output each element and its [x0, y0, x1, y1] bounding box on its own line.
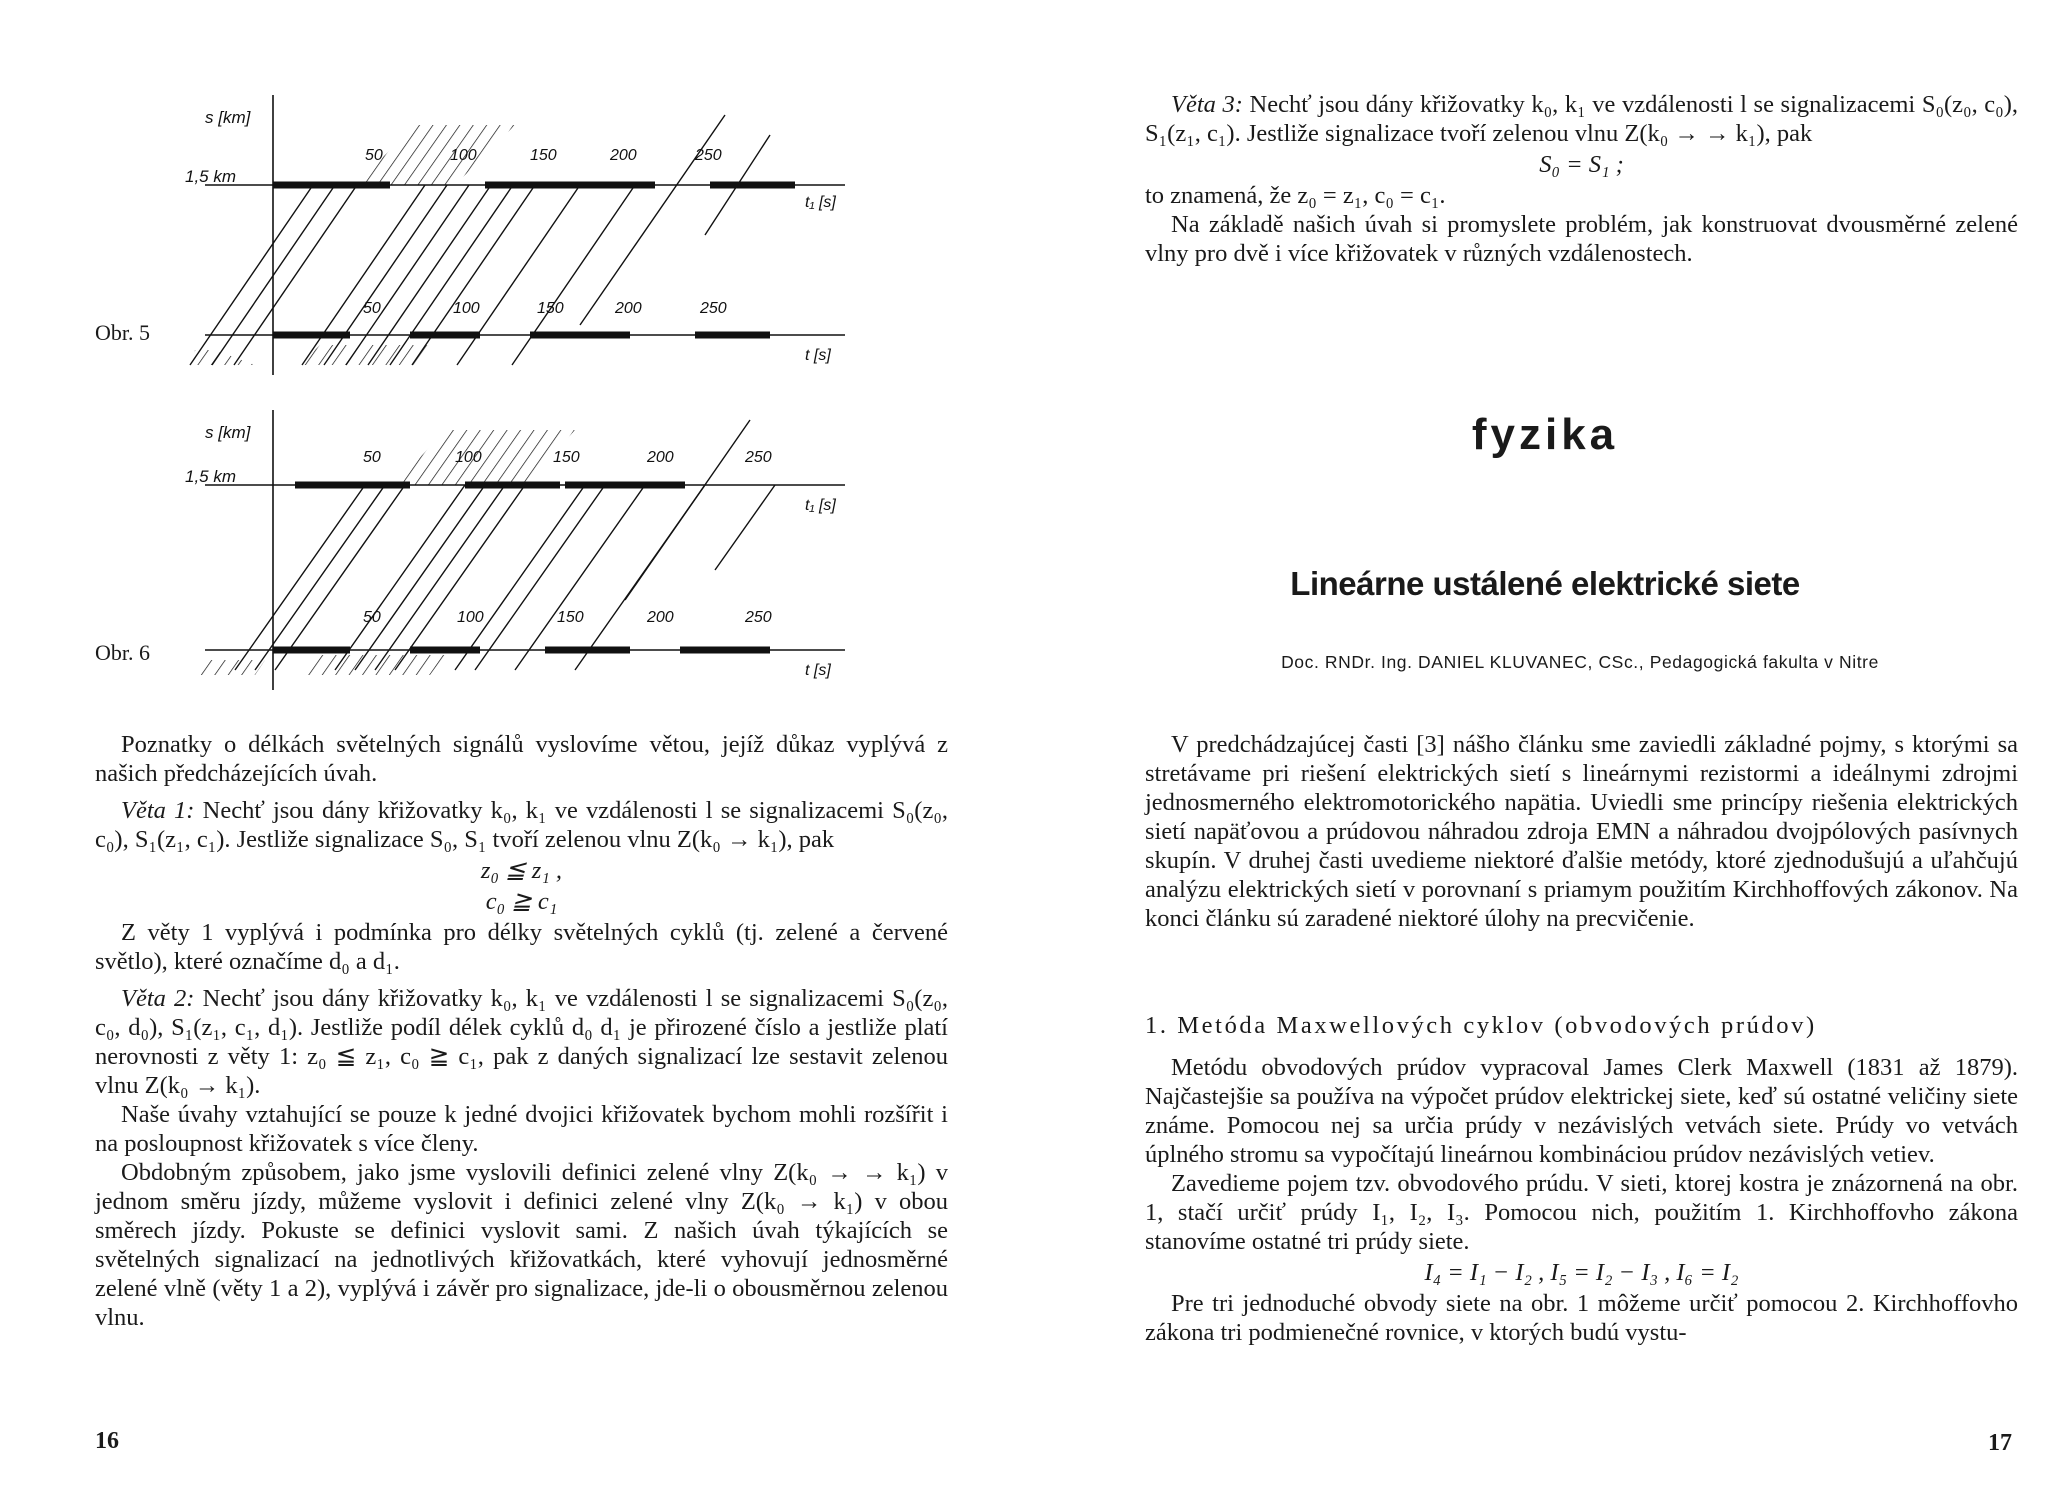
paragraph: Poznatky o délkách světelných signálů vyslovíme větou, jejíž důkaz vyplývá z našich předcházejících úvah. [95, 731, 948, 787]
section-1-text [1145, 1053, 2018, 1347]
tick-bottom-250: 250 [700, 300, 727, 317]
figure5-svg [185, 95, 865, 375]
tick-bottom-50: 50 [363, 609, 381, 626]
tick-top-150: 150 [530, 147, 557, 164]
theorem-text: Nechť jsou dány křižovatky k₀, k₁ ve vzdálenosti l se signalizacemi S₀(z₀, c₀, d₀), S₁(z₁, c₁, d₁). Jestliže podíl délek cyklů d₀ d₁ je přirozené číslo a jestliže platí nerovnosti z věty 1: z₀ ≦ z₁, c₀ ≧ c₁, pak z daných signalizací lze sestavit zelenou vlnu Z(k₀ → k₁). [95, 985, 948, 1099]
tick-top-50: 50 [363, 449, 381, 466]
theorem-label: Věta 1: [121, 797, 195, 824]
distance-label: 1,5 km [185, 467, 237, 486]
s-axis-label: s [km] [205, 423, 251, 442]
paragraph: Naše úvahy vztahující se pouze k jedné dvojici křižovatek bychom mohli rozšířit i na posloupnost křižovatek s více členy. [95, 1101, 948, 1157]
intro-text [1145, 730, 2018, 933]
article-title: Lineárne ustálené elektrické siete [1290, 565, 1800, 602]
section-1-heading: 1. Metóda Maxwellových cyklov (obvodových prúdov) [1145, 1012, 1817, 1039]
figure6-svg [185, 410, 865, 690]
tick-top-200: 200 [610, 147, 637, 164]
left-body-text [95, 730, 948, 1332]
figure5-label: Obr. 5 [95, 320, 150, 345]
theorem-2 [95, 984, 948, 1100]
theorem-3 [1145, 90, 2018, 148]
paragraph: Metódu obvodových prúdov vypracoval James Clerk Maxwell (1831 až 1879). Najčastejšie sa používa na výpočet prúdov elektrickej siete, keď sú ostatné veličiny siete známe. Pomocou nej sa určia prúdy v nezávislých vetvách siete. Prúdy vo vetvách úplného stromu sa vypočítajú lineárnou kombináciou prúdov nezávislých vetiev. [1145, 1054, 2018, 1168]
theorem-label: Věta 3: [1171, 91, 1243, 118]
figure6 [185, 410, 865, 690]
problem-text: Na základě našich úvah si promyslete problém, jak konstruovat dvousměrné zelené vlny pro dvě i více křižovatek v různých vzdálenostech. [1145, 211, 2018, 267]
tick-top-200: 200 [647, 449, 674, 466]
distance-label: 1,5 km [185, 167, 237, 186]
bottom-axis-label: t [s] [805, 347, 831, 364]
tick-top-100: 100 [455, 449, 482, 466]
paragraph: Pre tri jednoduché obvody siete na obr. 1 môžeme určiť pomocou 2. Kirchhoffovho zákona tri podmienečné rovnice, v ktorých budú vystu- [1145, 1290, 2018, 1346]
figure5 [185, 95, 865, 375]
tick-top-250: 250 [745, 449, 772, 466]
paragraph: Z věty 1 vyplývá i podmínka pro délky světelných cyklů (tj. zelené a červené světlo), které označíme d₀ a d₁. [95, 919, 948, 975]
theorem-label: Věta 2: [121, 985, 195, 1012]
intro-paragraph: V predchádzajúcej časti [3] nášho článku sme zaviedli základné pojmy, s ktorými sa stretávame pri riešení elektrických sietí s lineárnymi rezistormi a ideálnymi zdrojmi jednosmerného elektromotorického napätia. Uviedli sme princípy riešenia elektrických sietí napäťovou a prúdovou náhradou zdroja EMN a náhradou dvojpólových pasívnych skupín. V druhej časti uvedieme niektoré ďalšie metódy, ktoré zjednodušujú a uľahčujú analýzu elektrických sietí v porovnaní s priamym použitím Kirchhoffových zákonov. Na konci článku sú zaradené niektoré úlohy na precvičenie. [1145, 731, 2018, 932]
top-axis-label: t₁ [s] [805, 497, 836, 514]
theorem-text: Nechť jsou dány křižovatky k₀, k₁ ve vzdálenosti l se signalizacemi S₀(z₀, c₀), S₁(z₁, c₁). Jestliže signalizace S₀, S₁ tvoří zelenou vlnu Z(k₀ → k₁), pak [95, 797, 948, 853]
page-number: 17 [1988, 1430, 2012, 1456]
conclusion: to znamená, že z₀ = z₁, c₀ = c₁. [1145, 182, 1446, 209]
equation: z₀ ≦ z₁ , [480, 857, 563, 884]
author-line: Doc. RNDr. Ing. DANIEL KLUVANEC, CSc., Pedagogická fakulta v Nitre [1281, 652, 1879, 672]
top-axis-label: t₁ [s] [805, 194, 836, 211]
figure6-label: Obr. 6 [95, 640, 150, 665]
paragraph: Obdobným způsobem, jako jsme vyslovili definici zelené vlny Z(k₀ → → k₁) v jednom směru jízdy, můžeme vyslovit i definici zelené vlny Z(k₀ → k₁) v obou směrech jízdy. Pokuste se definici vyslovit sami. Z našich úvah týkajících se světelných signalizací na jednotlivých křižovatkách, které vyhovují jednosměrné zelené vlně (věty 1 a 2), vyplývá i závěr pro signalizace, jde-li o obousměrnou zelenou vlnu. [95, 1159, 948, 1331]
equation: S₀ = S₁ ; [1539, 151, 1624, 178]
equation: I₄ = I₁ − I₂ , I₅ = I₂ − I₃ , I₆ = I₂ [1424, 1259, 1739, 1286]
tick-top-100: 100 [450, 147, 477, 164]
page-number: 16 [95, 1428, 119, 1454]
equation: c₀ ≧ c₁ [485, 888, 558, 915]
theorem-3-block [1145, 90, 2018, 268]
tick-bottom-150: 150 [557, 609, 584, 626]
tick-bottom-100: 100 [453, 300, 480, 317]
theorem-text: Nechť jsou dány křižovatky k₀, k₁ ve vzdálenosti l se signalizacemi S₀(z₀, c₀), S₁(z₁, c₁). Jestliže signalizace tvoří zelenou vlnu Z(k₀ → → k₁), pak [1145, 91, 2018, 147]
tick-bottom-100: 100 [457, 609, 484, 626]
theorem-1 [95, 796, 948, 854]
tick-top-150: 150 [553, 449, 580, 466]
tick-bottom-200: 200 [647, 609, 674, 626]
paragraph: Zavedieme pojem tzv. obvodového prúdu. V sieti, ktorej kostra je znázornená na obr. 1, stačí určiť prúdy I₁, I₂, I₃. Pomocou nich, použitím 1. Kirchhoffovho zákona stanovíme ostatné tri prúdy siete. [1145, 1170, 2018, 1255]
tick-bottom-150: 150 [537, 300, 564, 317]
tick-top-50: 50 [365, 147, 383, 164]
section-word: fyzika [1471, 410, 1619, 459]
tick-bottom-250: 250 [745, 609, 772, 626]
tick-bottom-200: 200 [615, 300, 642, 317]
tick-top-250: 250 [695, 147, 722, 164]
tick-bottom-50: 50 [363, 300, 381, 317]
bottom-axis-label: t [s] [805, 662, 831, 679]
right-page [1030, 0, 2060, 1500]
s-axis-label: s [km] [205, 108, 251, 127]
